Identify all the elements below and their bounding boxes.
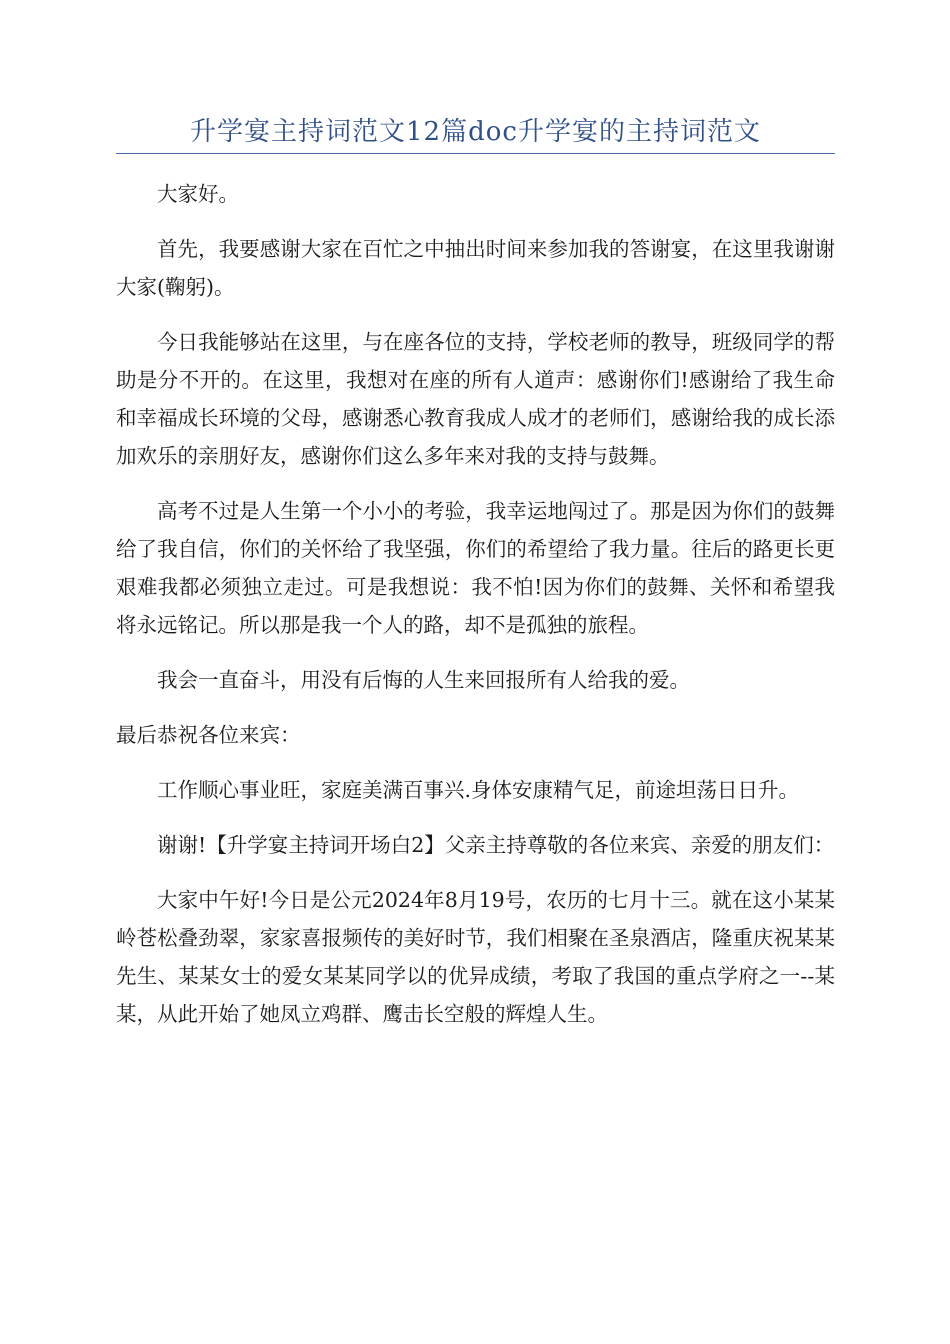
paragraph-wishes-intro: 最后恭祝各位来宾： <box>116 723 301 747</box>
paragraph-support: 今日我能够站在这里，与在座各位的支持，学校老师的教导，班级同学的帮助是分不开的。在这里，我想对在座的所有人道声：感谢你们!感谢给了我生命和幸福成长环境的父母，感谢悉心教育我成人成才的老师们，感谢给我的成长添加欢乐的亲朋好友，感谢你们这么多年来对我的支持与鼓舞。 <box>116 330 835 468</box>
document-body <box>116 175 835 1033</box>
paragraph-strive: 我会一直奋斗，用没有后悔的人生来回报所有人给我的爱。 <box>157 668 690 692</box>
paragraph-noon-greeting: 大家中午好!今日是公元2024年8月19号，农历的七月十三。就在这小某某岭苍松叠劲翠，家家喜报频传的美好时节，我们相聚在圣泉酒店，隆重庆祝某某先生、某某女士的爱女某某同学以的优异成绩，考取了我国的重点学府之一--某某，从此开始了她凤立鸡群、鹰击长空般的辉煌人生。 <box>116 888 835 1026</box>
paragraph-opening-2: 谢谢!【升学宴主持词开场白2】父亲主持尊敬的各位来宾、亲爱的朋友们： <box>157 833 835 857</box>
paragraph-thanks: 首先，我要感谢大家在百忙之中抽出时间来参加我的答谢宴，在这里我谢谢大家(鞠躬)。 <box>116 237 835 299</box>
paragraph-wishes: 工作顺心事业旺，家庭美满百事兴.身体安康精气足，前途坦荡日日升。 <box>157 778 800 802</box>
paragraph-exam: 高考不过是人生第一个小小的考验，我幸运地闯过了。那是因为你们的鼓舞给了我自信，你们的关怀给了我坚强，你们的希望给了我力量。往后的路更长更艰难我都必须独立走过。可是我想说：我不怕!因为你们的鼓舞、关怀和希望我将永远铭记。所以那是我一个人的路，却不是孤独的旅程。 <box>116 499 835 637</box>
document-title: 升学宴主持词范文12篇doc升学宴的主持词范文 <box>190 117 761 147</box>
paragraph-greeting: 大家好。 <box>157 182 239 206</box>
title-underline <box>116 153 835 154</box>
